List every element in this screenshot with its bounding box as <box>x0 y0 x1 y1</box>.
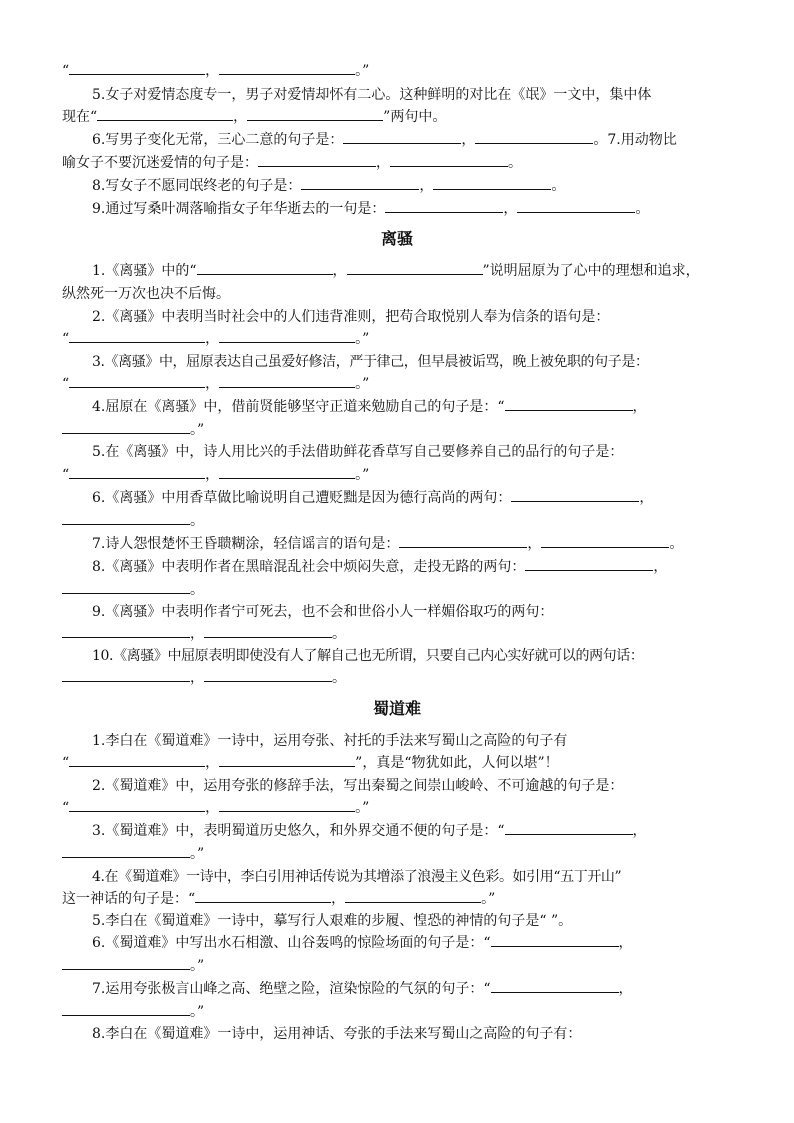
shudao-q1-line2: “ ， ”，真是“物犹如此，人何以堪”！ <box>62 752 734 774</box>
lisao-q2-line1: 2.《离骚》中表明当时社会中的人们违背准则，把苟合取悦别人奉为信条的语句是： <box>92 309 610 325</box>
answer-blank[interactable] <box>62 579 190 594</box>
answer-blank[interactable] <box>204 667 332 682</box>
answer-blank[interactable] <box>62 667 190 682</box>
answer-blank[interactable] <box>258 152 376 167</box>
lisao-q4-line1: 4.屈原在《离骚》中，借前贤能够坚守正道来勉励自己的句子是：“ ， <box>92 396 734 418</box>
answer-blank[interactable] <box>247 106 383 121</box>
answer-blank[interactable] <box>62 623 190 638</box>
lisao-q8-line1: 8.《离骚》中表明作者在黑暗混乱社会中烦闷失意，走投无路的两句： ， <box>92 556 734 578</box>
lisao-q6-line1: 6.《离骚》中用香草做比喻说明自己遭贬黜是因为德行高尚的两句： ， <box>92 487 734 509</box>
shi-q9-line: 9.通过写桑叶凋落喻指女子年华逝去的一句是： ， 。 <box>92 198 734 220</box>
shi-q6-line: 6.写男子变化无常，三心二意的句子是： ， 。7.用动物比 <box>92 129 734 151</box>
answer-blank[interactable] <box>301 175 419 190</box>
shudao-q6-line1: 6.《蜀道难》中写出水石相激、山谷轰鸣的惊险场面的句子是：“ ， <box>92 932 734 954</box>
answer-blank[interactable] <box>69 797 205 812</box>
answer-blank[interactable] <box>62 843 190 858</box>
answer-blank[interactable] <box>399 533 527 548</box>
answer-blank[interactable] <box>511 487 639 502</box>
answer-blank[interactable] <box>195 888 331 903</box>
section-title-lisao: 离骚 <box>380 229 413 248</box>
answer-blank[interactable] <box>97 106 233 121</box>
answer-blank[interactable] <box>69 373 205 388</box>
shi-q4-continuation: “ ， 。” <box>62 60 734 82</box>
lisao-q3-line1: 3.《离骚》中，屈原表达自己虽爱好修洁，严于律己，但早晨被诟骂，晚上被免职的句子是： <box>92 354 649 370</box>
answer-blank[interactable] <box>219 752 355 767</box>
shudao-q3-line1: 3.《蜀道难》中，表明蜀道历史悠久，和外界交通不便的句子是：“ ， <box>92 820 734 842</box>
answer-blank[interactable] <box>491 978 619 993</box>
answer-blank[interactable] <box>433 175 551 190</box>
answer-blank[interactable] <box>69 752 205 767</box>
answer-blank[interactable] <box>62 955 190 970</box>
answer-blank[interactable] <box>343 129 461 144</box>
answer-blank[interactable] <box>525 556 653 571</box>
lisao-q10-line2: ， 。 <box>62 667 734 689</box>
answer-blank[interactable] <box>219 373 355 388</box>
shudao-q4-line1: 4.在《蜀道难》一诗中，李白引用神话传说为其增添了浪漫主义色彩。如引用“五丁开山” <box>92 869 622 885</box>
shi-q8-line: 8.写女子不愿同氓终老的句子是： ， 。 <box>92 175 734 197</box>
answer-blank[interactable] <box>219 797 355 812</box>
answer-blank[interactable] <box>69 328 205 343</box>
lisao-q1-line2: 纵然死一万次也决不后悔。 <box>62 286 230 302</box>
answer-blank[interactable] <box>345 888 481 903</box>
answer-blank[interactable] <box>475 129 593 144</box>
lisao-q1-line1: 1.《离骚》中的“ ， ”说明屈原为了心中的理想和追求， <box>92 260 734 282</box>
answer-blank[interactable] <box>541 533 669 548</box>
shudao-q6-line2: 。” <box>62 955 734 977</box>
shi-q5-line1: 5.女子对爱情态度专一，男子对爱情却怀有二心。这种鲜明的对比在《氓》一文中，集中体 <box>92 87 652 103</box>
shi-q5-line2: 现在“ ， ”两句中。 <box>62 106 734 128</box>
answer-blank[interactable] <box>347 260 483 275</box>
lisao-q2-line2: “ ， 。” <box>62 328 734 350</box>
lisao-q4-line2: 。” <box>62 419 734 441</box>
lisao-q8-line2: 。 <box>62 579 734 601</box>
lisao-q10-line1: 10.《离骚》中屈原表明即使没有人了解自己也无所谓，只要自己内心实好就可以的两句话： <box>92 648 644 664</box>
shudao-q3-line2: 。” <box>62 843 734 865</box>
answer-blank[interactable] <box>385 198 503 213</box>
lisao-q3-line2: “ ， 。” <box>62 373 734 395</box>
lisao-q9-line1: 9.《离骚》中表明作者宁可死去，也不会和世俗小人一样媚俗取巧的两句： <box>92 604 554 620</box>
answer-blank[interactable] <box>62 1001 190 1016</box>
answer-blank[interactable] <box>219 464 355 479</box>
answer-blank[interactable] <box>62 510 190 525</box>
lisao-q5-line2: “ ， 。” <box>62 464 734 486</box>
shudao-q4-line2: 这一神话的句子是：“ ， 。” <box>62 888 734 910</box>
answer-blank[interactable] <box>491 932 619 947</box>
answer-blank[interactable] <box>505 820 633 835</box>
lisao-q9-line2: ， 。 <box>62 623 734 645</box>
shudao-q7-line2: 。” <box>62 1001 734 1023</box>
answer-blank[interactable] <box>62 419 190 434</box>
shudao-q2-line2: “ ， 。” <box>62 797 734 819</box>
section-title-shudaonan: 蜀道难 <box>372 699 421 718</box>
answer-blank[interactable] <box>69 464 205 479</box>
shi-q7-line: 喻女子不要沉迷爱情的句子是： ， 。 <box>62 152 734 174</box>
answer-blank[interactable] <box>69 60 205 75</box>
answer-blank[interactable] <box>197 260 333 275</box>
lisao-q5-line1: 5.在《离骚》中，诗人用比兴的手法借助鲜花香草写自己要修养自己的品行的句子是： <box>92 444 624 460</box>
answer-blank[interactable] <box>219 60 355 75</box>
lisao-q6-line2: 。 <box>62 510 734 532</box>
answer-blank[interactable] <box>204 623 332 638</box>
shudao-q8-line: 8.李白在《蜀道难》一诗中，运用神话、夸张的手法来写蜀山之高险的句子有： <box>92 1026 582 1042</box>
shudao-q5-line: 5.李白在《蜀道难》一诗中，摹写行人艰难的步履、惶恐的神情的句子是“ ”。 <box>92 913 573 929</box>
answer-blank[interactable] <box>390 152 508 167</box>
answer-blank[interactable] <box>517 198 635 213</box>
shudao-q2-line1: 2.《蜀道难》中，运用夸张的修辞手法，写出秦蜀之间崇山峻岭、不可逾越的句子是： <box>92 778 624 794</box>
shudao-q7-line1: 7.运用夸张极言山峰之高、绝壁之险，渲染惊险的气氛的句子：“ ， <box>92 978 734 1000</box>
shudao-q1-line1: 1.李白在《蜀道难》一诗中，运用夸张、衬托的手法来写蜀山之高险的句子有 <box>92 733 568 749</box>
answer-blank[interactable] <box>505 396 633 411</box>
lisao-q7-line: 7.诗人怨恨楚怀王昏聩糊涂，轻信谣言的语句是： ， 。 <box>92 533 734 555</box>
answer-blank[interactable] <box>219 328 355 343</box>
